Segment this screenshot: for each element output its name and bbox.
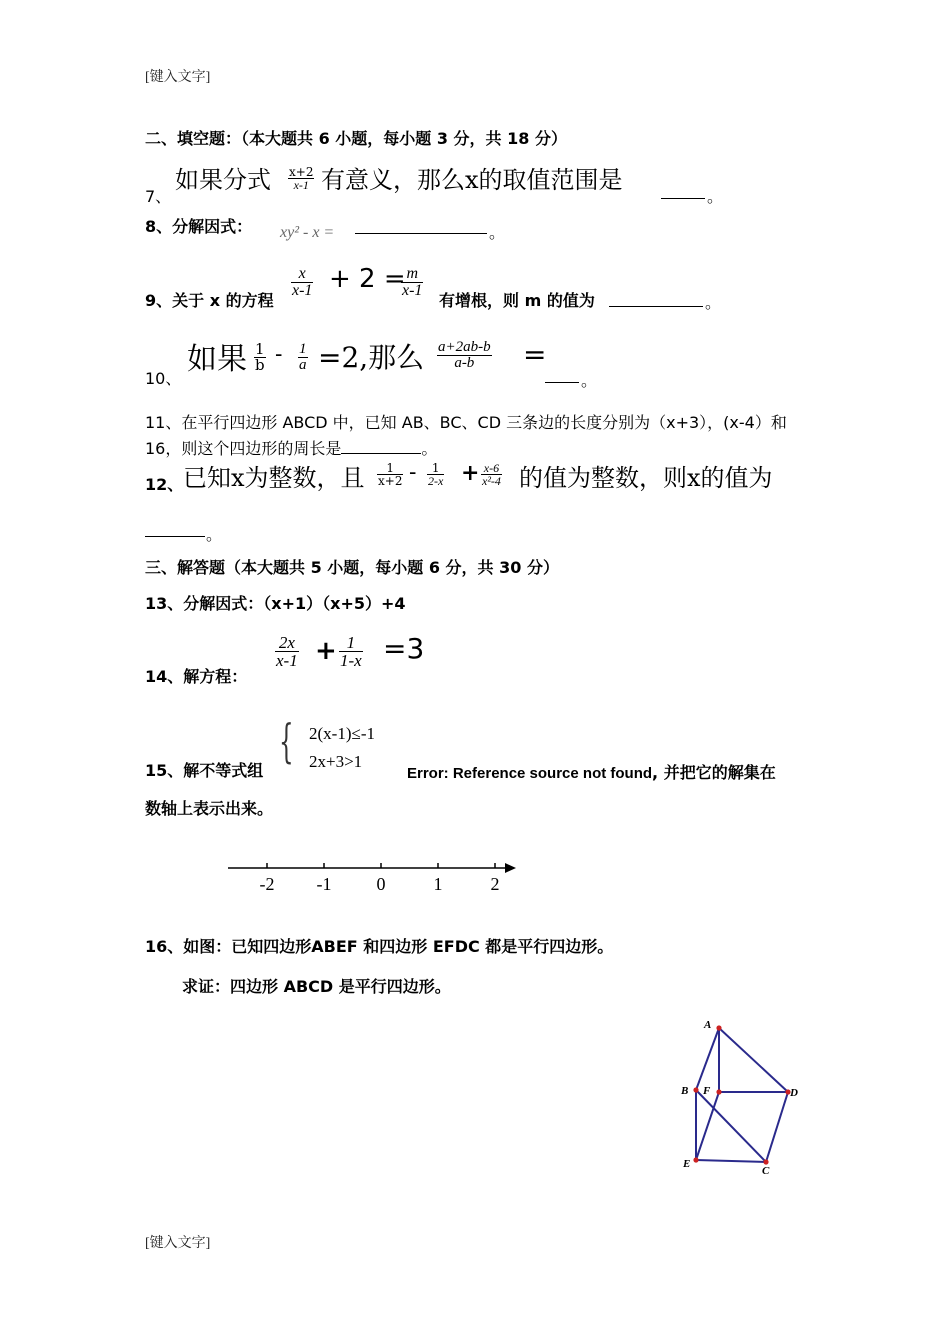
q7-text-b: 有意义，那么x的取值范围是 (321, 166, 623, 194)
page-footer: [键入文字] (145, 1236, 211, 1251)
q14-f2-numerator: 1 (339, 634, 363, 652)
number-line (220, 856, 530, 898)
q16-line-1: 16、如图：已知四边形ABEF 和四边形 EFDC 都是平行四边形。 (145, 937, 614, 956)
q12-end: 。 (206, 525, 223, 544)
number-line-tick-label: -2 (259, 874, 275, 894)
q9-fraction-2 (401, 266, 423, 299)
q11-line-1: 11、在平行四边形 ABCD 中，已知 AB、BC、CD 三条边的长度分别为（x+3），(x-4）和 (145, 413, 787, 432)
q12-fraction-1 (377, 462, 403, 487)
q12-minus: - (409, 460, 417, 485)
q14-rhs: =3 (383, 632, 425, 665)
point-b (693, 1087, 698, 1092)
q12-plus: + (461, 460, 480, 486)
q10-f1-denominator: b (255, 356, 265, 374)
q9-f2-denominator: x-1 (402, 282, 423, 299)
q14-f1-numerator: 2x (275, 634, 299, 652)
question-13: 13、分解因式：（x+1）（x+5）+4 (145, 594, 406, 613)
q12-number: 12、 (145, 475, 184, 494)
q10-f1-numerator: 1 (255, 340, 265, 358)
q7-frac-numerator: x+2 (289, 165, 314, 179)
q7-answer-blank[interactable] (661, 198, 705, 199)
q7-fraction (288, 166, 314, 191)
parallelogram-figure (672, 1014, 812, 1180)
q15-label: 15、解不等式组 (145, 761, 264, 780)
q12-fraction-3 (481, 462, 502, 487)
number-line-tick-label: 1 (433, 874, 443, 894)
label-f: F (703, 1085, 711, 1097)
q9-f1-numerator: x (291, 266, 313, 283)
q7-number: 7、 (145, 187, 172, 206)
q8-label: 8、分解因式： (145, 217, 253, 236)
q9-f2-numerator: m (401, 266, 423, 283)
q15-line-2: 数轴上表示出来。 (145, 799, 274, 818)
point-a (716, 1025, 721, 1030)
q14-label: 14、解方程： (145, 667, 248, 686)
label-a: A (704, 1019, 712, 1031)
q11-answer-blank[interactable] (341, 439, 421, 454)
q14-plus: + (315, 636, 337, 666)
q15-inequality-2: 2x+3>1 (309, 752, 363, 771)
section-2-title: 二、填空题：（本大题共 6 小题，每小题 3 分，共 18 分） (145, 129, 567, 148)
segment-dc (766, 1092, 788, 1162)
label-e: E (683, 1158, 691, 1170)
q7-end: 。 (707, 187, 724, 206)
q8-expression: xy² - x = (280, 224, 335, 241)
q12-text-a: 已知x为整数，且 (183, 464, 365, 492)
q10-fraction-3 (437, 340, 492, 371)
q7-text-a: 如果分式 (175, 166, 271, 194)
q15-tail: , 并把它的解集在 (652, 763, 776, 782)
q8-answer-blank[interactable] (355, 233, 487, 234)
q14-fraction-1 (275, 634, 299, 669)
q9-fraction-1 (291, 266, 313, 299)
q10-text-b: =2,那么 (318, 341, 425, 374)
q11-line-2-text: 16，则这个四边形的周长是 (145, 439, 342, 458)
q10-fraction-1 (254, 342, 266, 373)
q9-end: 。 (705, 293, 722, 312)
label-c: C (762, 1165, 770, 1177)
q11-line-2 (145, 436, 437, 459)
q10-f2-numerator: 1 (299, 341, 307, 357)
q9-f1-denominator: x-1 (292, 282, 313, 299)
section-3-title: 三、解答题（本大题共 5 小题，每小题 6 分，共 30 分） (145, 558, 559, 577)
point-f (716, 1089, 721, 1094)
q10-f2-denominator: a (299, 357, 307, 373)
q12-f1-numerator: 1 (377, 462, 403, 475)
point-c (763, 1159, 768, 1164)
q15-inequality-1: 2(x-1)≤-1 (309, 724, 375, 743)
q9-label: 9、关于 x 的方程 (145, 291, 274, 310)
number-line-arrow (505, 863, 516, 873)
q16-line-2: 求证：四边形 ABCD 是平行四边形。 (182, 977, 451, 996)
segment-ab (696, 1028, 719, 1090)
q12-f2-numerator: 1 (427, 462, 444, 475)
q10-f3-denominator: a-b (454, 355, 475, 371)
q12-f2-denominator: 2-x (428, 474, 444, 488)
number-line-tick-label: 2 (490, 874, 500, 894)
q15-tail-line (407, 760, 776, 783)
segment-ec (696, 1160, 766, 1162)
q9-text: 有增根，则 m 的值为 (439, 291, 595, 310)
q10-text-a: 如果 (187, 342, 247, 377)
q12-text-b: 的值为整数，则x的值为 (519, 464, 773, 492)
q14-fraction-2 (339, 634, 363, 669)
label-b: B (681, 1085, 689, 1097)
q10-number: 10、 (145, 369, 182, 388)
label-d: D (790, 1087, 798, 1099)
q10-f3-numerator: a+2ab-b (438, 339, 491, 355)
q7-frac-denominator: x-1 (293, 178, 309, 192)
q12-f3-denominator: x²-4 (482, 474, 501, 488)
segment-ad (719, 1028, 788, 1092)
q8-end: 。 (489, 223, 506, 242)
q15-error-text: Error: Reference source not found (407, 765, 653, 782)
q10-fraction-2 (298, 342, 308, 373)
number-line-tick-label: -1 (316, 874, 332, 894)
q14-f1-denominator: x-1 (276, 651, 298, 670)
page-header: [键入文字] (145, 70, 211, 85)
point-e (693, 1157, 698, 1162)
q12-f1-denominator: x+2 (378, 474, 403, 488)
q9-middle: + 2 = (329, 264, 406, 294)
q12-answer-blank[interactable] (145, 536, 205, 537)
q9-answer-blank[interactable] (609, 306, 703, 307)
q10-answer-blank[interactable] (545, 382, 579, 383)
q15-brace: { (279, 714, 294, 768)
q11-end: 。 (421, 439, 438, 458)
q10-equals: = (523, 338, 547, 371)
q10-minus: - (275, 342, 283, 367)
q10-end: 。 (581, 371, 598, 390)
q12-fraction-2 (427, 462, 444, 487)
q14-f2-denominator: 1-x (340, 651, 362, 670)
q12-f3-numerator: x-6 (481, 462, 502, 475)
number-line-tick-label: 0 (376, 874, 386, 894)
